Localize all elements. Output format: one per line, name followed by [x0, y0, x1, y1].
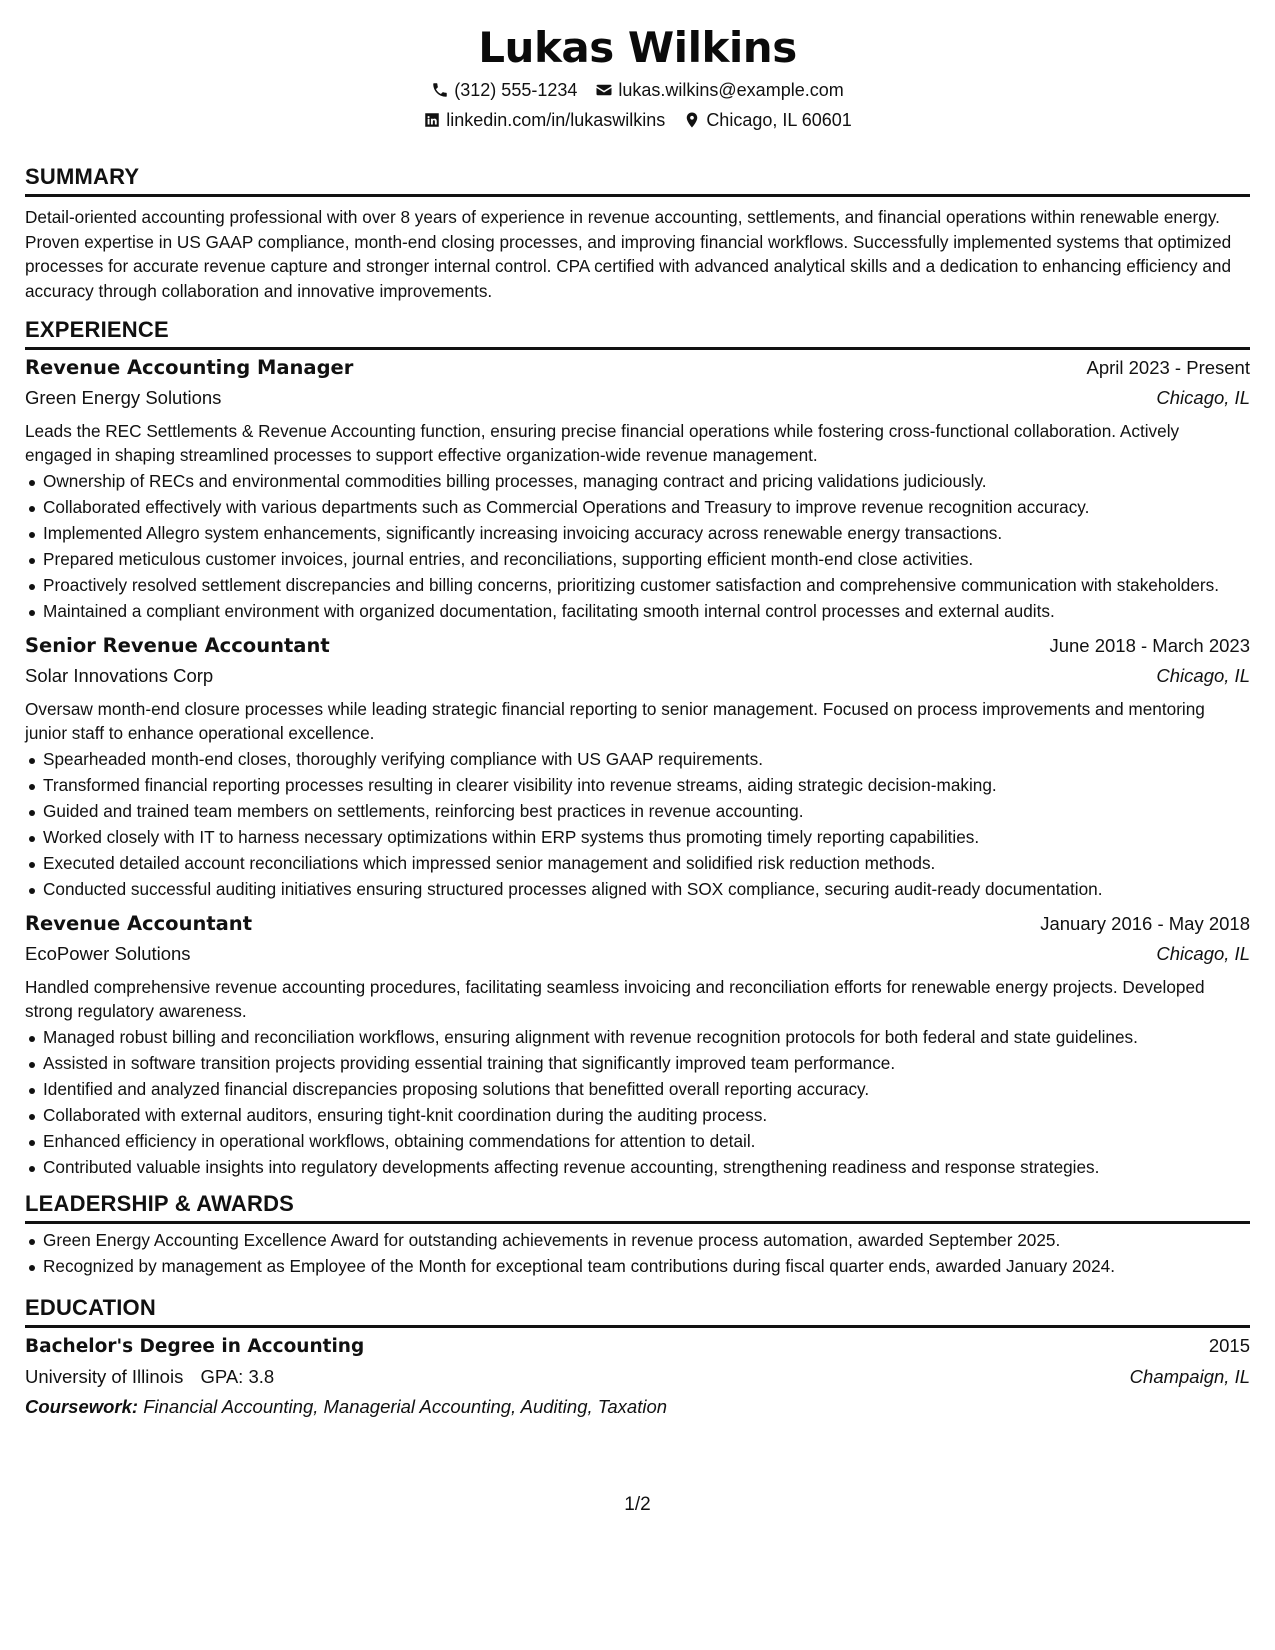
bullet-item: Managed robust billing and reconciliation workflows, ensuring alignment with revenue recognition protocols for both federal and state guidelines. — [25, 1026, 1250, 1050]
job-dates: January 2016 - May 2018 — [1040, 913, 1250, 935]
bullet-item: Maintained a compliant environment with organized documentation, facilitating smooth internal control processes and external audits. — [25, 600, 1250, 624]
summary-section — [25, 164, 1250, 303]
bullet-item: Conducted successful auditing initiatives ensuring structured processes aligned with SOX compliance, securing audit-ready documentation. — [25, 878, 1250, 902]
bullet-item: Spearheaded month-end closes, thoroughly verifying compliance with US GAAP requirements. — [25, 748, 1250, 772]
job-subheader — [25, 661, 1250, 691]
award-item: Recognized by management as Employee of the Month for exceptional team contributions during fiscal quarter ends, awarded January 2024. — [25, 1255, 1250, 1279]
section-divider — [25, 347, 1250, 350]
contact-location — [683, 106, 851, 134]
job-title: Senior Revenue Accountant — [25, 634, 330, 658]
bullet-item: Assisted in software transition projects providing essential training that significantly improved team performance. — [25, 1052, 1250, 1076]
school-info — [25, 1362, 274, 1392]
school-name: University of Illinois — [25, 1365, 184, 1387]
linkedin-icon — [423, 111, 441, 129]
job-header — [25, 631, 1250, 661]
job-description: Oversaw month-end closure processes while leading strategic financial reporting to senior management. Focused on process improvements and mentoring junior staff to enhance operational excellence. — [25, 699, 1205, 744]
job-title: Revenue Accounting Manager — [25, 356, 354, 380]
page-number: 1/2 — [624, 1494, 651, 1515]
bullet-item: Guided and trained team members on settlements, reinforcing best practices in revenue accounting. — [25, 800, 1250, 824]
summary-text: Detail-oriented accounting professional with over 8 years of experience in revenue accounting, settlements, and financial operations within renewable energy. Proven expertise in US GAAP compliance, month-end closing processes, and improving financial workflows. Successfully implemented systems that optimized processes for accurate revenue capture and stronger internal control. CPA certified with advanced analytical skills and a dedication to enhancing efficiency and accuracy through collaboration and innovative improvements. — [25, 207, 1232, 301]
job-company: Solar Innovations Corp — [25, 665, 214, 687]
job-company: EcoPower Solutions — [25, 943, 191, 965]
resume-page — [25, 0, 1250, 1650]
job-location: Chicago, IL — [1156, 665, 1250, 687]
bullet-item: Identified and analyzed financial discrepancies proposing solutions that benefitted overall reporting accuracy. — [25, 1078, 1250, 1102]
job-description: Leads the REC Settlements & Revenue Accounting function, ensuring precise financial operations while fostering cross-functional collaboration. Actively engaged in shaping streamlined processes to support effective organization-wide revenue management. — [25, 421, 1180, 466]
job-bullets — [25, 748, 1250, 902]
contact-linkedin[interactable] — [423, 106, 665, 134]
coursework-list: Financial Accounting, Managerial Accounting, Auditing, Taxation — [143, 1395, 668, 1417]
bullet-item: Executed detailed account reconciliations which impressed senior management and solidified risk reduction methods. — [25, 852, 1250, 876]
bullet-item: Collaborated with external auditors, ensuring tight-knit coordination during the auditing process. — [25, 1104, 1250, 1128]
school-location: Champaign, IL — [1129, 1365, 1250, 1387]
job-entry — [25, 353, 1250, 623]
section-title-awards: LEADERSHIP & AWARDS — [25, 1191, 295, 1217]
job-bullets — [25, 470, 1250, 624]
bullet-item: Contributed valuable insights into regulatory developments affecting revenue accounting, strengthening readiness and response strategies. — [25, 1156, 1250, 1180]
contact-row-primary — [25, 76, 1250, 104]
contact-phone — [431, 76, 577, 104]
job-dates: April 2023 - Present — [1086, 357, 1250, 379]
map-pin-icon — [683, 111, 701, 129]
section-divider — [25, 194, 1250, 197]
resume-header — [25, 22, 1250, 134]
bullet-item: Collaborated effectively with various departments such as Commercial Operations and Treasury to improve revenue recognition accuracy. — [25, 496, 1250, 520]
job-bullets — [25, 1026, 1250, 1180]
job-location: Chicago, IL — [1156, 943, 1250, 965]
location-text: Chicago, IL 60601 — [706, 110, 852, 130]
phone-text: (312) 555-1234 — [454, 80, 578, 100]
school-gpa: GPA: 3.8 — [200, 1365, 275, 1387]
job-header — [25, 353, 1250, 383]
job-header — [25, 909, 1250, 939]
job-company: Green Energy Solutions — [25, 387, 222, 409]
coursework-line — [25, 1392, 1250, 1422]
bullet-item: Transformed financial reporting processes resulting in clearer visibility into revenue streams, aiding strategic decision-making. — [25, 774, 1250, 798]
linkedin-link[interactable]: linkedin.com/in/lukaswilkins — [446, 110, 666, 130]
phone-icon — [431, 81, 449, 99]
awards-section — [25, 1191, 1250, 1279]
coursework-label: Coursework: — [25, 1395, 139, 1417]
graduation-year: 2015 — [1208, 1334, 1250, 1356]
section-title-summary: SUMMARY — [25, 164, 140, 189]
envelope-icon — [595, 81, 613, 99]
job-subheader — [25, 939, 1250, 969]
bullet-item: Worked closely with IT to harness necessary optimizations within ERP systems thus promoting timely reporting capabilities. — [25, 826, 1250, 850]
job-subheader — [25, 383, 1250, 413]
section-title-experience: EXPERIENCE — [25, 317, 169, 343]
candidate-name: Lukas Wilkins — [478, 23, 797, 72]
job-entry — [25, 631, 1250, 901]
section-title-education: EDUCATION — [25, 1294, 156, 1320]
awards-list — [25, 1229, 1250, 1279]
experience-section — [25, 317, 1250, 1179]
job-dates: June 2018 - March 2023 — [1049, 635, 1250, 657]
degree-title: Bachelor's Degree in Accounting — [25, 1335, 365, 1357]
bullet-item: Prepared meticulous customer invoices, journal entries, and reconciliations, supporting efficient month-end close activities. — [25, 548, 1250, 572]
section-divider — [25, 1325, 1250, 1328]
bullet-item: Implemented Allegro system enhancements, significantly increasing invoicing accuracy across renewable energy transactions. — [25, 522, 1250, 546]
bullet-item: Proactively resolved settlement discrepancies and billing concerns, prioritizing customer satisfaction and comprehensive communication with stakeholders. — [25, 574, 1250, 598]
education-header — [25, 1331, 1250, 1362]
contact-row-secondary — [25, 106, 1250, 134]
contact-email[interactable] — [595, 76, 843, 104]
award-item: Green Energy Accounting Excellence Award for outstanding achievements in revenue process automation, awarded September 2025. — [25, 1229, 1250, 1253]
bullet-item: Enhanced efficiency in operational workflows, obtaining commendations for attention to detail. — [25, 1130, 1250, 1154]
job-entry — [25, 909, 1250, 1179]
education-section — [25, 1295, 1250, 1422]
bullet-item: Ownership of RECs and environmental commodities billing processes, managing contract and pricing validations judiciously. — [25, 470, 1250, 494]
job-description: Handled comprehensive revenue accounting procedures, facilitating seamless invoicing and reconciliation efforts for renewable energy projects. Developed strong regulatory awareness. — [25, 977, 1205, 1022]
job-location: Chicago, IL — [1156, 387, 1250, 409]
email-link[interactable]: lukas.wilkins@example.com — [618, 80, 844, 100]
education-subheader — [25, 1362, 1250, 1392]
section-divider — [25, 1221, 1250, 1224]
job-title: Revenue Accountant — [25, 912, 253, 936]
